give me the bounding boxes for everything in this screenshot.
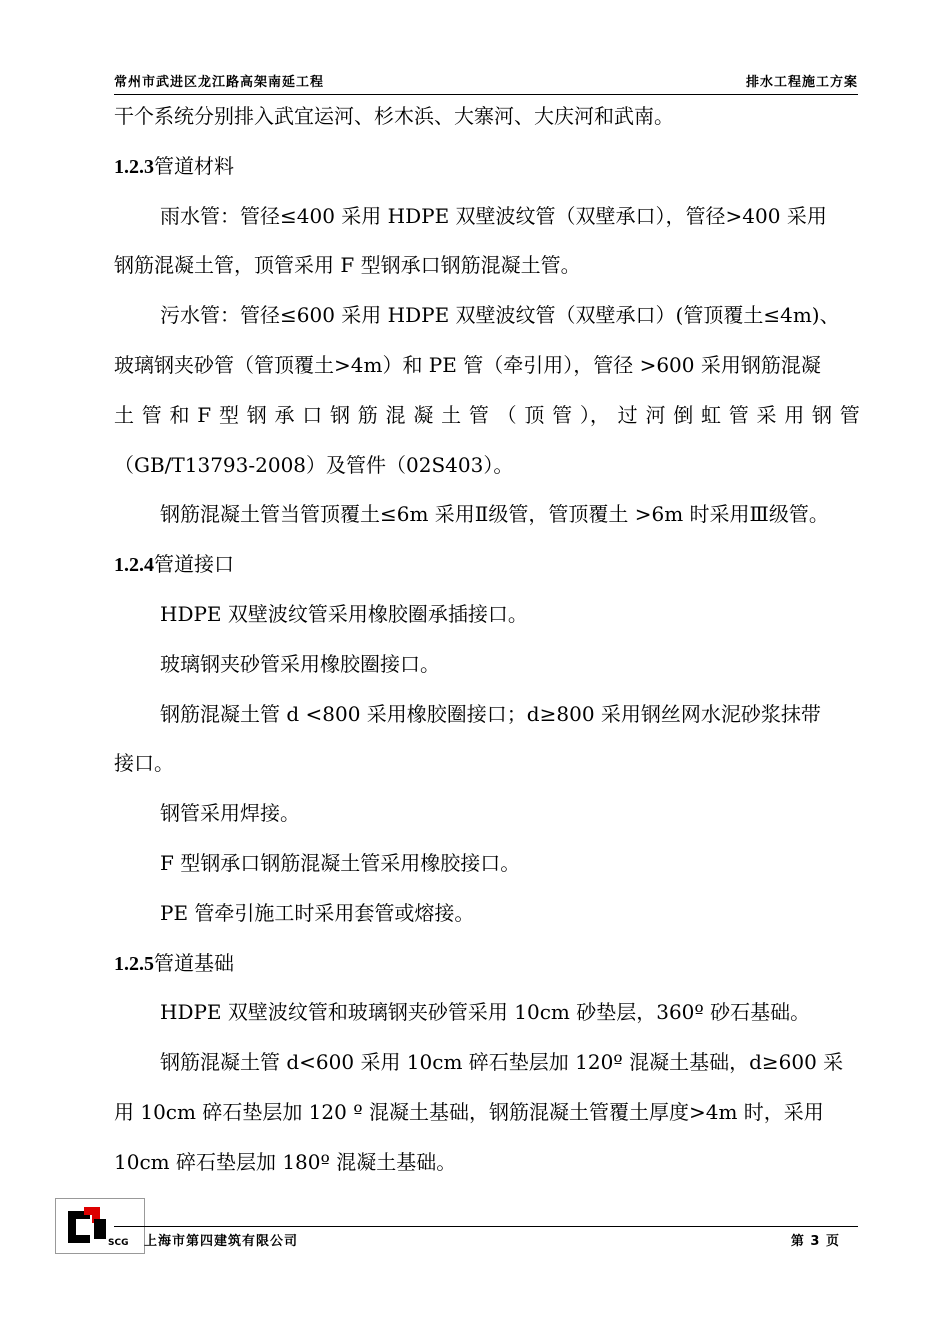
justified-token: 土 <box>114 402 134 427</box>
header-document-title: 排水工程施工方案 <box>745 75 858 90</box>
justified-token: 筋 <box>357 402 378 427</box>
paragraph-line: 钢管采用焊接。 <box>160 801 300 826</box>
justified-token: 虹 <box>700 402 721 427</box>
paragraph-line: 雨水管：管径≤400 采用 HDPE 双壁波纹管（双壁承口），管径>400 采用 <box>160 203 827 228</box>
justified-token: 钢 <box>812 402 833 427</box>
paragraph-line: （GB/T13793-2008）及管件（02S403）。 <box>114 452 514 477</box>
justified-token: 管 <box>141 402 162 427</box>
section-heading-1-2-5 <box>114 943 860 993</box>
justified-token: ）， <box>579 402 610 427</box>
section-title: 管道接口 <box>154 552 234 577</box>
paragraph-line: HDPE 双壁波纹管采用橡胶圈承插接口。 <box>160 601 528 626</box>
section-title: 管道基础 <box>154 950 234 975</box>
paragraph-line: 钢筋混凝土管 d <800 采用橡胶圈接口；d≥800 采用钢丝网水泥砂浆抹带 <box>160 701 821 726</box>
justified-token: 和 <box>169 402 190 427</box>
justified-token: 顶 <box>524 402 545 427</box>
section-heading-1-2-3 <box>114 146 860 196</box>
justified-token: F <box>197 402 212 427</box>
justified-token: 管 <box>468 402 489 427</box>
paragraph-line: 接口。 <box>114 751 174 776</box>
justified-token: 凝 <box>413 402 434 427</box>
justified-token: 管 <box>552 402 573 427</box>
justified-token: 管 <box>839 402 860 427</box>
logo-text: SCG <box>108 1238 129 1248</box>
paragraph-line: 污水管：管径≤600 采用 HDPE 双壁波纹管（双壁承口）(管顶覆土≤4m)、 <box>160 303 840 328</box>
paragraph-line: 用 10cm 碎石垫层加 120 º 混凝土基础，钢筋混凝土管覆土厚度>4m 时，采用 <box>114 1099 824 1124</box>
section-heading-1-2-4 <box>114 544 860 594</box>
justified-token: 倒 <box>673 402 694 427</box>
justified-token: （ <box>496 402 517 427</box>
justified-token: 管 <box>728 402 749 427</box>
justified-token: 承 <box>274 402 295 427</box>
footer-company-name: 上海市第四建筑有限公司 <box>144 1234 299 1249</box>
justified-token: 过 <box>617 402 638 427</box>
paragraph-line: 10cm 碎石垫层加 180º 混凝土基础。 <box>114 1149 457 1174</box>
paragraph-line-justified <box>114 395 860 445</box>
page-header <box>114 68 858 95</box>
footer-page-number: 第 3 页 <box>790 1234 840 1249</box>
justified-token: 土 <box>441 402 462 427</box>
paragraph-line: 玻璃钢夹砂管（管顶覆土>4m）和 PE 管（牵引用），管径 >600 采用钢筋混凝 <box>114 352 821 377</box>
paragraph-line: PE 管牵引施工时采用套管或熔接。 <box>160 900 475 925</box>
section-number: 1.2.5 <box>114 952 154 975</box>
section-number: 1.2.4 <box>114 554 154 577</box>
section-number: 1.2.3 <box>114 155 154 178</box>
paragraph-line: 干个系统分别排入武宜运河、杉木浜、大寨河、大庆河和武南。 <box>114 104 674 128</box>
paragraph-line: 玻璃钢夹砂管采用橡胶圈接口。 <box>160 651 440 676</box>
paragraph-line: 钢筋混凝土管，顶管采用 F 型钢承口钢筋混凝土管。 <box>114 253 581 278</box>
section-title: 管道材料 <box>154 153 234 178</box>
document-body <box>114 96 860 1192</box>
paragraph-line: HDPE 双壁波纹管和玻璃钢夹砂管采用 10cm 砂垫层，360º 砂石基础。 <box>160 1000 811 1025</box>
justified-token: 型 <box>218 402 239 427</box>
justified-token: 钢 <box>246 402 267 427</box>
justified-token: 钢 <box>330 402 351 427</box>
paragraph-line: F 型钢承口钢筋混凝土管采用橡胶接口。 <box>160 850 521 875</box>
header-project-title: 常州市武进区龙江路高架南延工程 <box>114 75 325 90</box>
justified-token: 采 <box>756 402 777 427</box>
justified-token: 河 <box>645 402 666 427</box>
page-footer <box>114 1226 858 1253</box>
justified-token: 混 <box>385 402 406 427</box>
justified-token: 用 <box>784 402 805 427</box>
paragraph-line: 钢筋混凝土管 d<600 采用 10cm 碎石垫层加 120º 混凝土基础，d≥600 采 <box>160 1050 844 1075</box>
justified-token: 口 <box>302 402 323 427</box>
paragraph-line: 钢筋混凝土管当管顶覆土≤6m 采用Ⅱ级管，管顶覆土 >6m 时采用Ⅲ级管。 <box>160 502 829 527</box>
